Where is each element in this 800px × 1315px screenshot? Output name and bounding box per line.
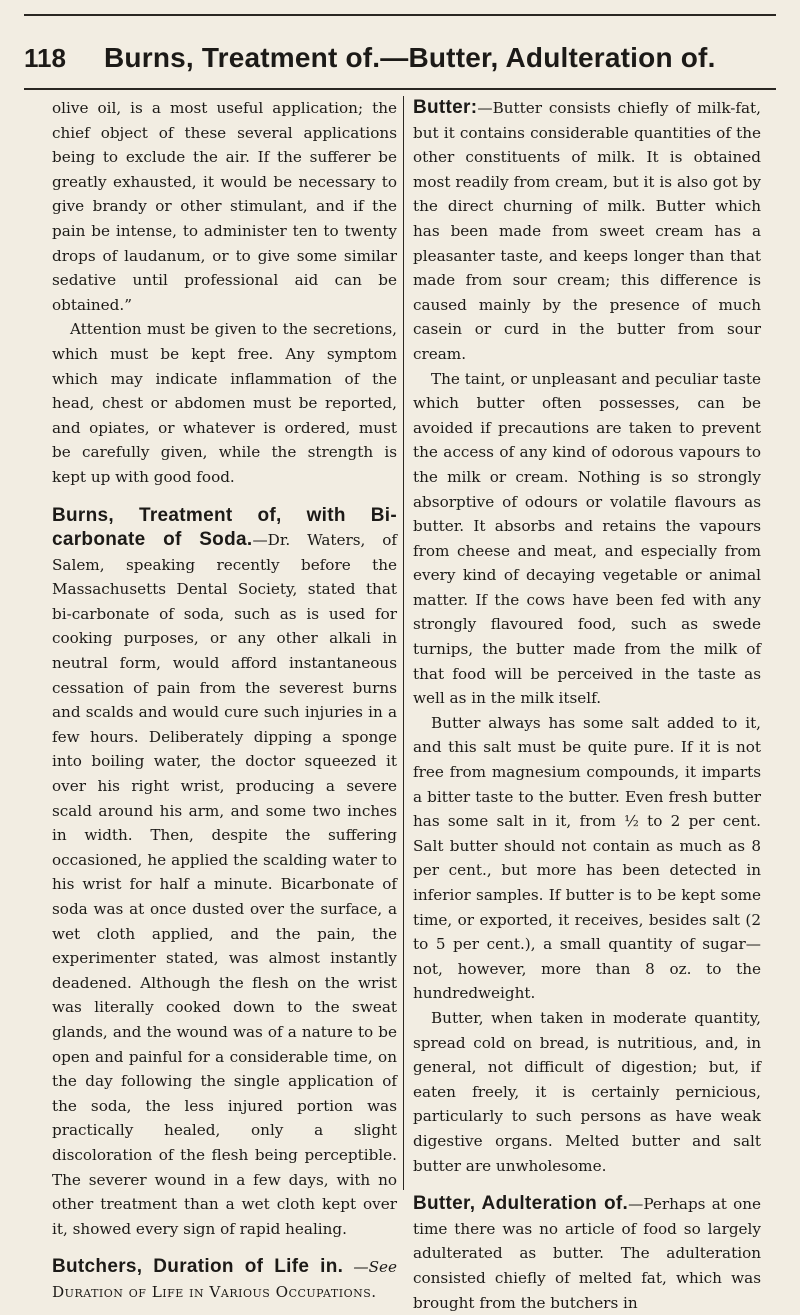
entry-heading: Butchers, Duration of Life in. (52, 1256, 344, 1278)
entry-butchers (52, 1255, 397, 1304)
page-header (24, 28, 776, 88)
entry-heading: Burns, Treatment of, with Bi-carbonate of Soda. (52, 504, 397, 551)
entry-text: —Perhaps at one time there was no article of food so largely adulterated as butter. The adulteration consisted chiefly of melted fat, which was brought from the butchers in (413, 1195, 761, 1312)
page-number: 118 (24, 42, 66, 73)
right-column (413, 96, 761, 1315)
header-rule (24, 88, 776, 90)
paragraph: olive oil, is a most useful application; the chief object of these several applications being to exclude the air. If the sufferer be greatly exhausted, it would be necessary to give brandy or other stimulant, and if the pain be intense, to administer ten to twenty drops of laudanum, or to give some similar sedative until professional aid can be obtained.” (52, 99, 397, 314)
entry-butter (413, 96, 761, 367)
paragraph: Butter always has some salt added to it, and this salt must be quite pure. If it is not free from magnesium compounds, it imparts a bitter taste to the butter. Even fresh butter has some salt in it, from ½ to 2 per cent. Salt butter should not contain as much as 8 per cent., but more has been detected in inferior samples. If butter is to be kept some time, or exported, it receives, besides salt (2 to 5 per cent.), a small quantity of sugar—not, however, more than 8 oz. to the hundredweight. (413, 713, 761, 1003)
paragraph: Butter, when taken in moderate quantity, spread cold on bread, is nutritious, and, in general, not difficult of digestion; but, if eaten freely, it is certainly pernicious, particularly to such persons as have weak digestive organs. Melted butter and salt butter are unwholesome. (413, 1008, 761, 1175)
column-divider (403, 96, 404, 1190)
entry-heading: Butter: (413, 97, 478, 118)
paragraph: The taint, or unpleasant and peculiar taste which butter often possesses, can be avoided if precautions are taken to prevent the access of any kind of odorous vapours to the milk or cream. Nothing is so strongly absorptive of odours or volatile flavours as butter. It absorbs and retains the vapours from cheese and meat, and especially from every kind of decaying vegetable or animal matter. If the cows have been fed with any strongly flavoured food, such as swede turnips, the butter made from the milk of that food will be perceived in the taste as well as in the milk itself. (413, 369, 761, 708)
cross-reference: Duration of Life in Various Occupations. (52, 1282, 377, 1301)
entry-heading: Butter, Adulteration of. (413, 1193, 629, 1215)
running-head: Burns, Treatment of.—Butter, Adulteration of. (104, 42, 716, 73)
see-label: —See (353, 1258, 397, 1277)
entry-adulteration (413, 1192, 761, 1315)
entry-text: —Dr. Waters, of Salem, speaking recently before the Massachusetts Dental Society, stated that bi-carbonate of soda, such as is used for cooking purposes, or any other alkali in neutral form, would afford instantaneous cessation of pain from the severest burns and scalds and would cure such injuries in a few hours. Deliberately dipping a sponge into boiling water, the doctor squeezed it over his right wrist, producing a severe scald around his arm, and some two inches in width. Then, despite the suffering occasioned, he applied the scalding water to his wrist for half a minute. Bicarbonate of soda was at once dusted over the surface, a wet cloth applied, and the pain, the experimenter stated, was almost instantly deadened. Although the flesh on the wrist was literally cooked down to the sweat glands, and the wound was of a nature to be open and painful for a considerable time, on the day following the single application of the soda, the less injured portion was practically healed, only a slight discoloration of the flesh being perceptible. The severer wound in a few days, with no other treatment than a wet cloth kept over it, showed every sign of rapid healing. (52, 531, 397, 1238)
top-rule (24, 14, 776, 16)
left-column (52, 96, 397, 1305)
paragraph: Attention must be given to the secretions, which must be kept free. Any symptom which may indicate inflammation of the head, chest or abdomen must be reported, and opiates, or whatever is ordered, must be carefully given, while the strength is kept up with good food. (52, 320, 397, 486)
entry-text: —Butter consists chiefly of milk-fat, but it contains considerable quantities of the other constituents of milk. It is obtained most readily from cream, but it is also got by the direct churning of milk. Butter which has been made from sweet cream has a pleasanter taste, and keeps longer than that made from sour cream; this difference is caused mainly by the presence of much casein or curd in the butter from sour cream. (413, 99, 761, 363)
entry-burns (52, 504, 397, 1242)
